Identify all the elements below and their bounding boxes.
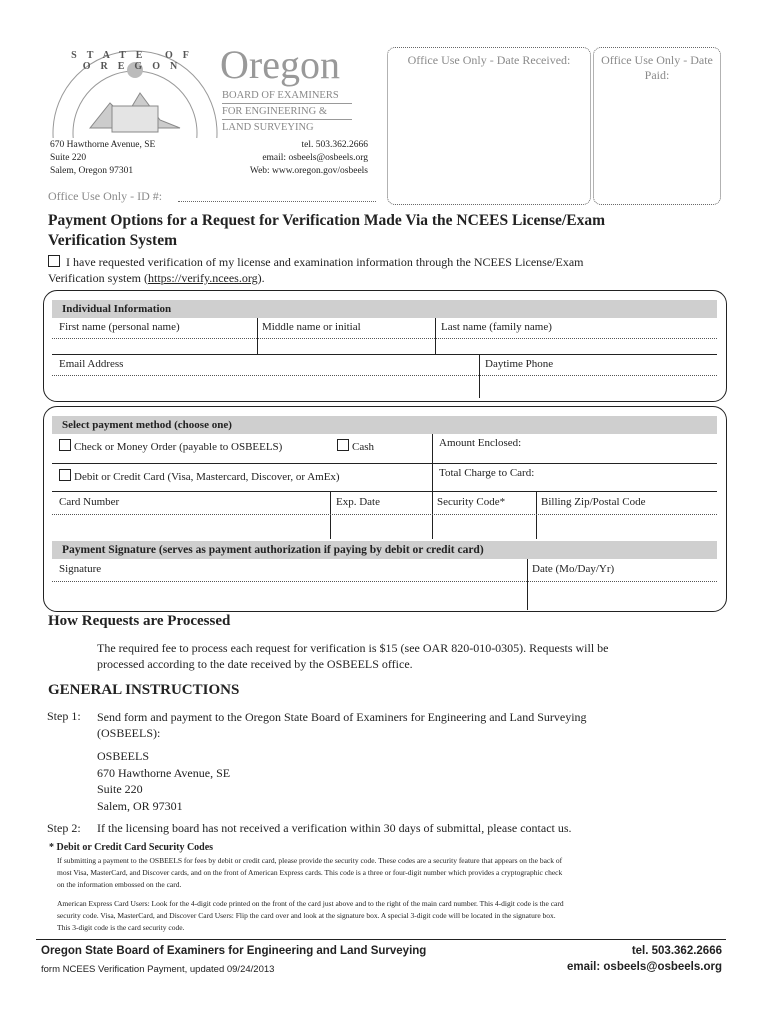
state-seal	[50, 48, 220, 138]
security-line: most Visa, MasterCard, and Discover cards, and on the front of American Express cards. This code is a three or four-digit number which provides a cryptographic check	[57, 868, 563, 877]
payment-header: Select payment method (choose one)	[52, 416, 717, 434]
processing-text	[97, 640, 609, 672]
security-line: This 3-digit code is the card security code.	[57, 923, 185, 932]
card-option[interactable]	[59, 469, 340, 483]
step2-text: If the licensing board has not received a verification within 30 days of submittal, please contact us.	[97, 821, 572, 835]
total-charge-label: Total Charge to Card:	[439, 467, 535, 479]
security-heading: * Debit or Credit Card Security Codes	[49, 842, 214, 853]
signature-label: Signature	[59, 563, 102, 575]
office-date-paid-label: Office Use Only - Date Paid:	[601, 53, 713, 82]
footer-rule	[36, 939, 726, 940]
step1-label: Step 1:	[47, 709, 81, 723]
step1-line: Send form and payment to the Oregon State Board of Examiners for Engineering and Land Surveying	[97, 710, 587, 724]
email-label: Email Address	[59, 358, 124, 370]
security-paragraph-2	[57, 898, 727, 934]
first-name-label: First name (personal name)	[59, 321, 180, 333]
office-date-received-label: Office Use Only - Date Received:	[407, 53, 571, 67]
signature-input[interactable]	[52, 581, 526, 607]
security-line: security code. Visa, MasterCard, and Discover Card Users: Flip the card over and look at the signature box. A special 3-digit code will be located in the signature box.	[57, 911, 556, 920]
contact-line: Web: www.oregon.gov/osbeels	[249, 166, 368, 176]
first-name-input[interactable]	[52, 338, 256, 354]
security-line: on the information embossed on the card.	[57, 880, 182, 889]
footer-tel: tel. 503.362.2666	[631, 945, 722, 957]
board-address	[50, 139, 155, 178]
mail-address-line: 670 Hawthorne Avenue, SE	[97, 765, 231, 780]
card-number-label: Card Number	[59, 496, 120, 508]
card-label: Debit or Credit Card (Visa, Mastercard, Discover, or AmEx)	[74, 471, 340, 483]
phone-label: Daytime Phone	[485, 358, 554, 370]
middle-name-label: Middle name or initial	[262, 321, 361, 333]
row-divider	[52, 463, 717, 464]
request-statement	[48, 254, 728, 286]
security-code-input[interactable]	[433, 514, 535, 538]
mail-address-line: OSBEELS	[97, 749, 150, 763]
billing-zip-label: Billing Zip/Postal Code	[541, 496, 646, 508]
office-id-label: Office Use Only - ID #:	[48, 189, 163, 203]
phone-input[interactable]	[480, 375, 716, 397]
check-label: Check or Money Order (payable to OSBEELS)	[74, 441, 283, 453]
board-line: FOR ENGINEERING &	[222, 104, 352, 120]
cash-checkbox[interactable]	[337, 439, 349, 451]
form-title-line: Payment Options for a Request for Verification Made Via the NCEES License/Exam	[48, 212, 605, 229]
ncees-link[interactable]: https://verify.ncees.org	[147, 271, 258, 285]
cash-label: Cash	[352, 441, 374, 453]
address-line: Salem, Oregon 97301	[50, 166, 134, 176]
row-divider	[52, 354, 717, 355]
processing-line: processed according to the date received by the OSBEELS office.	[97, 657, 413, 671]
step2-label: Step 2:	[47, 821, 81, 835]
form-title	[48, 211, 605, 251]
row-divider	[52, 491, 717, 492]
footer-org: Oregon State Board of Examiners for Engineering and Land Surveying	[41, 945, 427, 957]
office-id-field	[178, 201, 376, 202]
mail-address	[97, 748, 230, 814]
address-line: 670 Hawthorne Avenue, SE	[50, 140, 156, 150]
contact-line: tel. 503.362.2666	[301, 140, 368, 150]
mail-address-line: Suite 220	[97, 782, 143, 796]
step1-line: (OSBEELS):	[97, 726, 161, 740]
processing-heading: How Requests are Processed	[48, 613, 231, 629]
exp-date-label: Exp. Date	[336, 496, 380, 508]
board-line: BOARD OF EXAMINERS	[222, 88, 352, 104]
seal-text: STATE OF OREGON	[71, 50, 199, 72]
form-title-line: Verification System	[48, 232, 178, 249]
request-text: ).	[257, 271, 265, 285]
request-text: I have requested verification of my license and examination information through the NCEES License/Exam	[66, 255, 584, 269]
date-label: Date (Mo/Day/Yr)	[532, 563, 615, 575]
org-title: Oregon	[220, 42, 340, 87]
office-date-paid-box	[593, 47, 721, 205]
cash-option[interactable]	[337, 439, 374, 453]
middle-name-input[interactable]	[258, 338, 434, 354]
divider	[432, 434, 433, 496]
board-lines	[222, 88, 352, 135]
check-option[interactable]	[59, 439, 282, 453]
amount-enclosed-label: Amount Enclosed:	[439, 437, 522, 449]
exp-date-input[interactable]	[331, 514, 431, 538]
step1-text	[97, 709, 587, 741]
contact-line: email: osbeels@osbeels.org	[262, 153, 368, 163]
security-paragraph-1	[57, 855, 727, 891]
check-checkbox[interactable]	[59, 439, 71, 451]
amount-enclosed-input[interactable]	[434, 452, 716, 462]
instructions-heading: GENERAL INSTRUCTIONS	[48, 682, 240, 698]
security-code-label: Security Code*	[437, 496, 506, 508]
last-name-label: Last name (family name)	[441, 321, 552, 333]
security-line: American Express Card Users: Look for the 4-digit code printed on the front of the card just above and to the right of the main card number. This 4-digit code is the card	[57, 899, 564, 908]
email-input[interactable]	[52, 375, 478, 397]
request-checkbox[interactable]	[48, 255, 60, 267]
individual-info-header: Individual Information	[52, 300, 717, 318]
footer-email: email: osbeels@osbeels.org	[566, 961, 722, 973]
card-number-input[interactable]	[52, 514, 329, 538]
security-line: If submitting a payment to the OSBEELS for fees by debit or credit card, please provide the security code. These codes are a security feature that appears on the back of	[57, 856, 563, 865]
billing-zip-input[interactable]	[537, 514, 716, 538]
card-checkbox[interactable]	[59, 469, 71, 481]
mail-address-line: Salem, OR 97301	[97, 798, 183, 813]
board-contact	[200, 139, 368, 178]
request-text: Verification system (	[48, 271, 148, 285]
footer-form-info: form NCEES Verification Payment, updated 09/24/2013	[41, 964, 275, 975]
last-name-input[interactable]	[436, 338, 716, 354]
date-input[interactable]	[528, 581, 716, 607]
board-line: LAND SURVEYING	[222, 122, 314, 133]
address-line: Suite 220	[50, 153, 87, 163]
processing-line: The required fee to process each request for verification is $15 (see OAR 820-010-0305). Requests will be	[97, 641, 609, 655]
office-date-received-box	[387, 47, 591, 205]
signature-header: Payment Signature (serves as payment authorization if paying by debit or credit card)	[52, 541, 717, 559]
